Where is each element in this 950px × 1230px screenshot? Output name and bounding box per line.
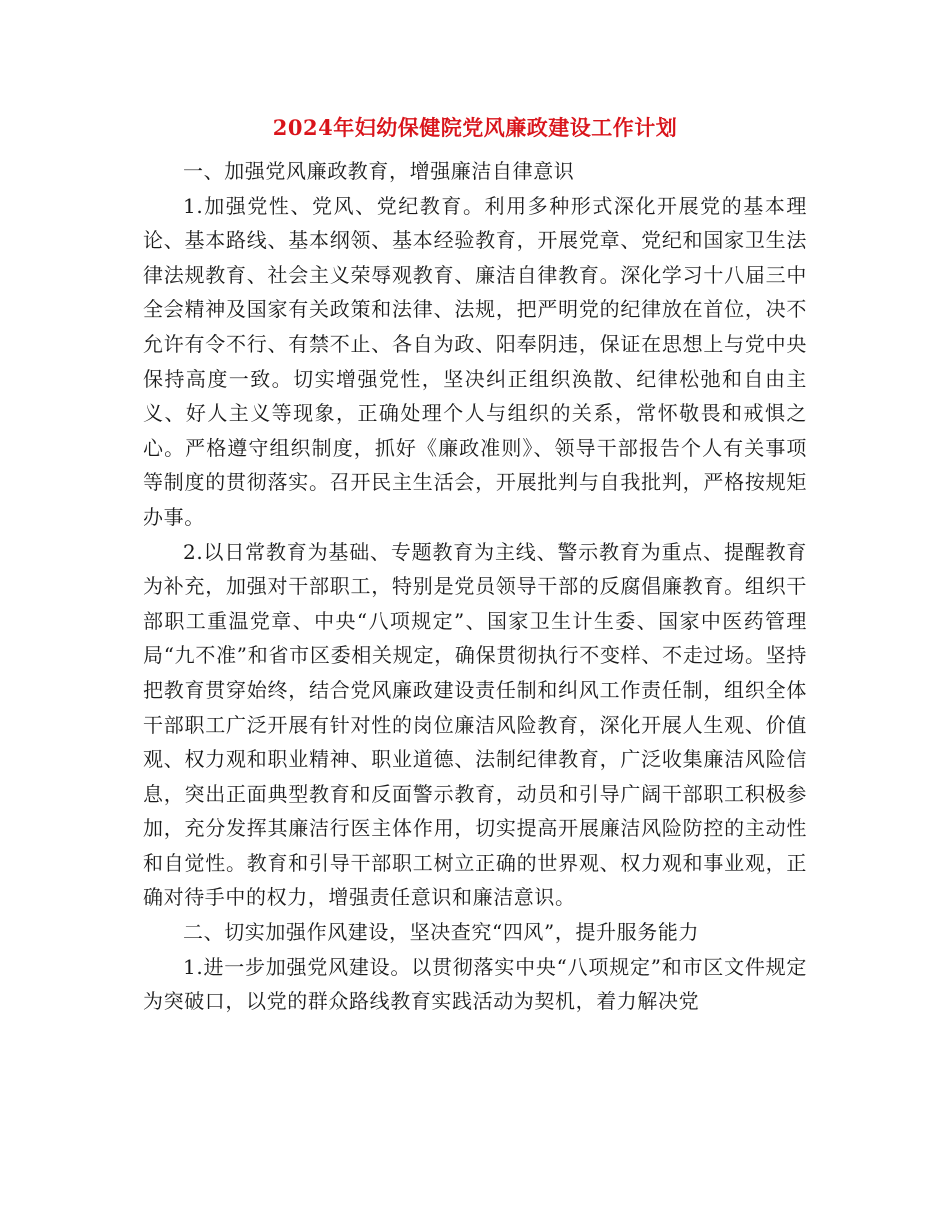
document-title: 2024年妇幼保健院党风廉政建设工作计划 [272, 115, 678, 140]
section-heading-2: 二、切实加强作风建设，坚决查究“四风”，提升服务能力 [183, 920, 700, 945]
body-paragraph-1-1: 1.加强党性、党风、党纪教育。利用多种形式深化开展党的基本理论、基本路线、基本纲领、基本经验教育，开展党章、党纪和国家卫生法律法规教育、社会主义荣辱观教育、廉洁自律教育。深化学习十八届三中全会精神及国家有关政策和法律、法规，把严明党的纪律放在首位，决不允许有令不行、有禁不止、各自为政、阳奉阴违，保证在思想上与党中央保持高度一致。切实增强党性，坚决纠正组织涣散、纪律松弛和自由主义、好人主义等现象，正确处理个人与组织的关系，常怀敬畏和戒惧之心。严格遵守组织制度，抓好《廉政准则》、领导干部报告个人有关事项等制度的贯彻落实。召开民主生活会，开展批判与自我批判，严格按规矩办事。 [143, 193, 807, 529]
body-paragraph-1-2: 2.以日常教育为基础、专题教育为主线、警示教育为重点、提醒教育为补充，加强对干部职工，特别是党员领导干部的反腐倡廉教育。组织干部职工重温党章、中央“八项规定”、国家卫生计生委、国家中医药管理局“九不准”和省市区委相关规定，确保贯彻执行不变样、不走过场。坚持把教育贯穿始终，结合党风廉政建设责任制和纠风工作责任制，组织全体干部职工广泛开展有针对性的岗位廉洁风险教育，深化开展人生观、价值观、权力观和职业精神、职业道德、法制纪律教育，广泛收集廉洁风险信息，突出正面典型教育和反面警示教育，动员和引导广阔干部职工积极参加，充分发挥其廉洁行医主体作用，切实提高开展廉洁风险防控的主动性和自觉性。教育和引导干部职工树立正确的世界观、权力观和事业观，正确对待手中的权力，增强责任意识和廉洁意识。 [143, 539, 807, 910]
document-page [143, 110, 807, 1019]
body-paragraph-2-1: 1.进一步加强党风建设。以贯彻落实中央“八项规定”和市区文件规定为突破口，以党的群众路线教育实践活动为契机，着力解决党 [143, 954, 807, 1014]
section-heading-1: 一、加强党风廉政教育，增强廉洁自律意识 [183, 159, 575, 183]
